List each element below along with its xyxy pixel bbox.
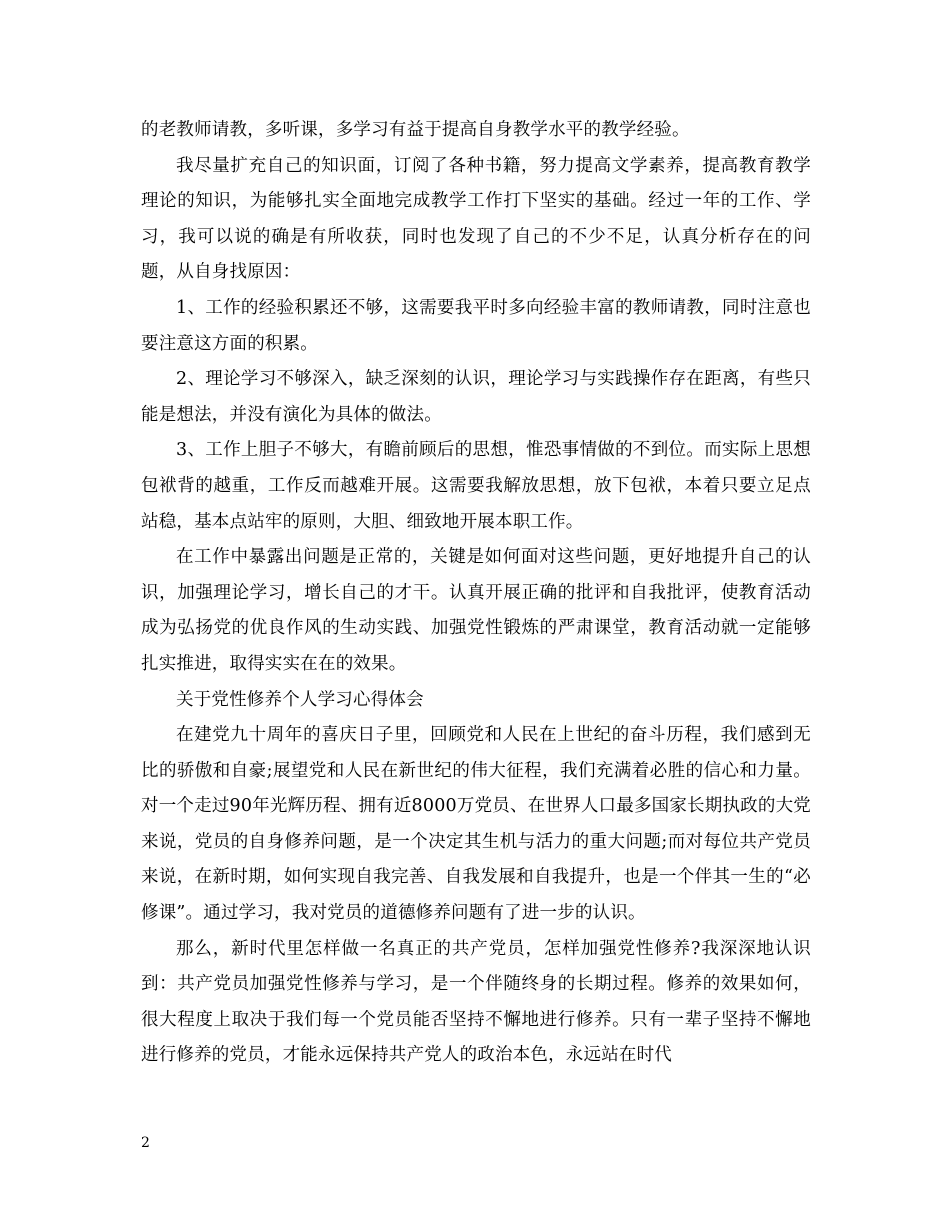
paragraph-continuation: 的老教师请教，多听课，多学习有益于提高自身教学水平的教学经验。	[141, 120, 690, 140]
body-text	[141, 113, 811, 1074]
paragraph-issue-2: 2、理论学习不够深入，缺乏深刻的认识，理论学习与实践操作存在距离，有些只能是想法，并没有演化为具体的做法。	[141, 369, 811, 425]
paragraph-anniversary: 在建党九十周年的喜庆日子里，回顾党和人民在上世纪的奋斗历程，我们感到无比的骄傲和自豪;展望党和人民在新世纪的伟大征程，我们充满着必胜的信心和力量。对一个走过90年光辉历程、拥有近8000万党员、在世界人口最多国家长期执政的大党来说，党员的自身修养问题，是一个决定其生机与活力的重大问题;而对每位共产党员来说，在新时期，如何实现自我完善、自我发展和自我提升，也是一个伴其一生的“必修课”。通过学习，我对党员的道德修养问题有了进一步的认识。	[141, 725, 811, 924]
paragraph-issue-3: 3、工作上胆子不够大，有瞻前顾后的思想，惟恐事情做的不到位。而实际上思想包袱背的越重，工作反而越难开展。这需要我解放思想，放下包袱，本着只要立足点站稳，基本点站牢的原则，大胆、细致地开展本职工作。	[141, 440, 811, 532]
section-heading: 关于党性修养个人学习心得体会	[176, 689, 424, 710]
paragraph-issue-1: 1、工作的经验积累还不够，这需要我平时多向经验丰富的教师请教，同时注意也要注意这方面的积累。	[141, 297, 811, 354]
paragraph-new-era: 那么，新时代里怎样做一名真正的共产党员，怎样加强党性修养?我深深地认识到：共产党员加强党性修养与学习，是一个伴随终身的长期过程。修养的效果如何，很大程度上取决于我们每一个党员能否坚持不懈地进行修养。只有一辈子坚持不懈地进行修养的党员，才能永远保持共产党人的政治本色，永远站在时代	[141, 938, 811, 1066]
paragraph-conclusion: 在工作中暴露出问题是正常的，关键是如何面对这些问题，更好地提升自己的认识，加强理论学习，增长自己的才干。认真开展正确的批评和自我批评，使教育活动成为弘扬党的优良作风的生动实践、加强党性锻炼的严肃课堂，教育活动就一定能够扎实推进，取得实实在在的效果。	[141, 547, 811, 674]
page-number: 2	[141, 1135, 150, 1151]
paragraph-knowledge: 我尽量扩充自己的知识面，订阅了各种书籍，努力提高文学素养，提高教育教学理论的知识，为能够扎实全面地完成教学工作打下坚实的基础。经过一年的工作、学习，我可以说的确是有所收获，同时也发现了自己的不少不足，认真分析存在的问题，从自身找原因：	[141, 155, 811, 283]
